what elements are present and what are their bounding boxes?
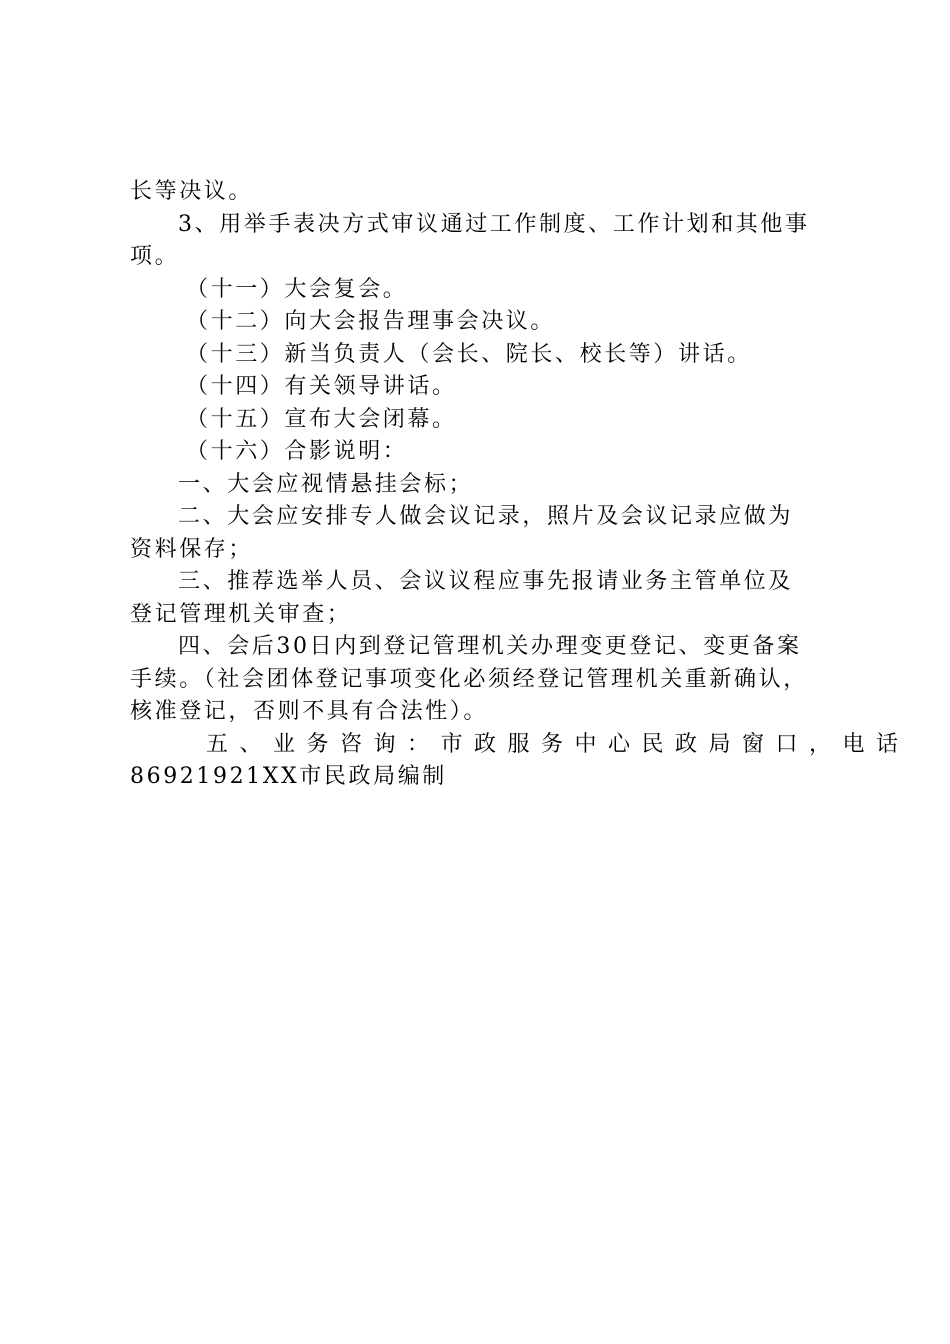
text-line: 3、用举手表决方式审议通过工作制度、工作计划和其他事: [178, 211, 810, 237]
document-body: [130, 176, 910, 794]
text-line: 一、大会应视情悬挂会标；: [178, 471, 474, 497]
text-line: 长等决议。: [130, 179, 254, 204]
text-line: （十四）有关领导讲话。: [186, 374, 457, 399]
text-line: 五、业务咨询：市政服务中心民政局窗口，电话: [206, 731, 910, 757]
text-line: 手续。（社会团体登记事项变化必须经登记管理机关重新确认，: [130, 666, 808, 692]
text-line: 二、大会应安排专人做会议记录，照片及会议记录应做为: [178, 504, 794, 529]
text-line: 86921921XX市民政局编制: [130, 764, 447, 789]
text-line: （十六）合影说明：: [186, 439, 408, 464]
text-line: 项。: [130, 244, 180, 269]
text-line: （十三）新当负责人（会长、院长、校长等）讲话。: [186, 341, 752, 367]
text-line: 资料保存；: [130, 536, 254, 562]
text-line: 登记管理机关审查；: [130, 601, 352, 627]
text-line: 三、推荐选举人员、会议议程应事先报请业务主管单位及: [178, 569, 794, 594]
text-line: （十五）宣布大会闭幕。: [186, 406, 457, 432]
text-line: （十一）大会复会。: [186, 276, 408, 302]
text-line: 核准登记，否则不具有合法性）。: [130, 699, 489, 724]
text-line: （十二）向大会报告理事会决议。: [186, 309, 556, 334]
text-line: 四、会后30日内到登记管理机关办理变更登记、变更备案: [178, 634, 802, 659]
